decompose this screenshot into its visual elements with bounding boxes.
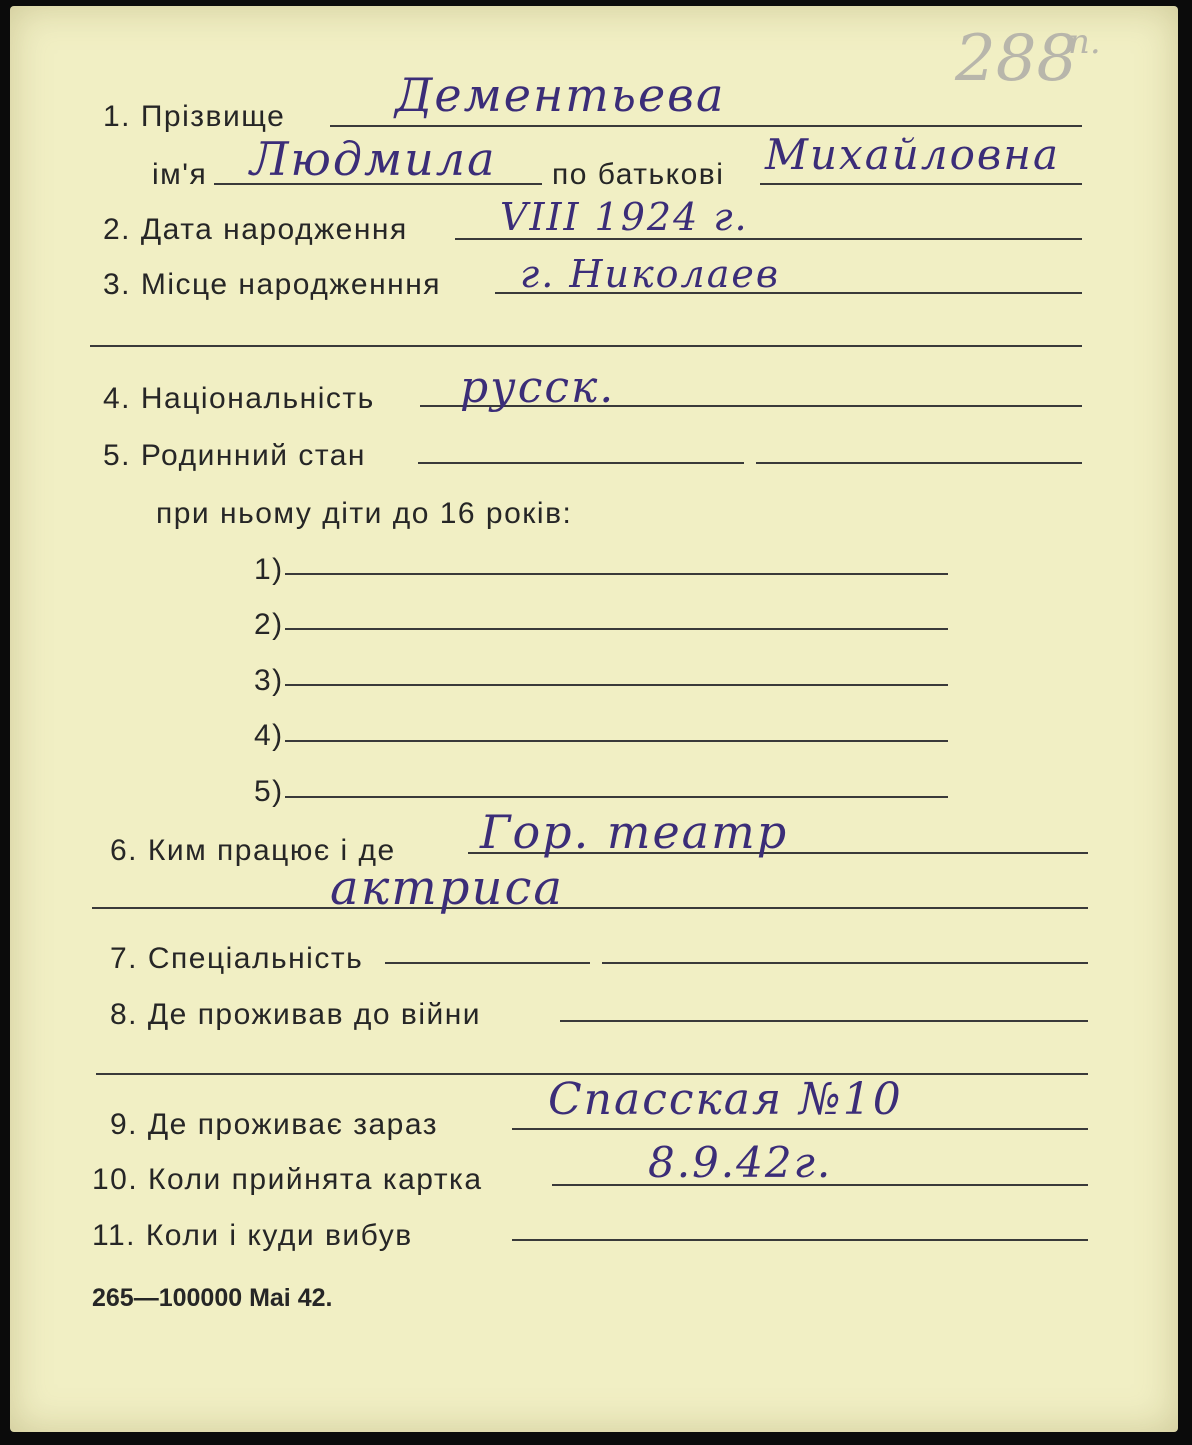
- child-number: 4): [254, 719, 284, 752]
- birth-date-label: 2. Дата народження: [103, 213, 408, 246]
- card-accepted-label: 10. Коли прийнята картка: [92, 1163, 483, 1196]
- surname-value: Дементьева: [395, 68, 726, 122]
- card-accepted-value: 8.9.42г.: [648, 1138, 833, 1187]
- child-number: 3): [254, 664, 284, 697]
- specialty-label: 7. Спеціальність: [110, 942, 364, 975]
- nationality-label: 4. Національність: [103, 382, 375, 415]
- child-number: 5): [254, 775, 284, 808]
- current-address-line: [512, 1128, 1088, 1130]
- pencil-note-suffix: п.: [1068, 22, 1101, 62]
- work-line-2: [92, 907, 1088, 909]
- surname-line: [330, 125, 1082, 127]
- child-line: [285, 796, 948, 798]
- nationality-value: русск.: [460, 362, 616, 413]
- child-number: 2): [254, 608, 284, 641]
- child-line: [285, 684, 948, 686]
- patronymic-value: Михайловна: [765, 130, 1061, 179]
- departed-label: 11. Коли і куди вибув: [92, 1219, 413, 1252]
- child-line: [285, 573, 948, 575]
- marital-line-a: [418, 462, 744, 464]
- prewar-label: 8. Де проживав до війни: [110, 998, 482, 1031]
- prewar-line: [560, 1020, 1088, 1022]
- patronymic-line: [760, 183, 1082, 185]
- child-number: 1): [254, 553, 284, 586]
- work-value-line1: Гор. театр: [480, 805, 789, 859]
- departed-line: [512, 1239, 1088, 1241]
- surname-label: 1. Прізвище: [103, 100, 286, 133]
- marital-line-b: [756, 462, 1082, 464]
- birth-place-line-2: [90, 345, 1082, 347]
- specialty-line-a: [385, 962, 590, 964]
- current-address-label: 9. Де проживає зараз: [110, 1108, 438, 1141]
- birth-date-value: VIII 1924 г.: [500, 195, 749, 239]
- specialty-line-b: [602, 962, 1088, 964]
- birth-place-value: г. Николаев: [520, 252, 781, 296]
- patronymic-label: по батькові: [552, 158, 725, 191]
- pencil-note: 288: [955, 22, 1078, 96]
- current-address-value: Спасская №10: [548, 1074, 903, 1125]
- print-code: 265—100000 Mai 42.: [92, 1284, 333, 1312]
- name-label: ім'я: [152, 158, 208, 191]
- name-value: Людмила: [250, 132, 497, 186]
- work-value-line2: актриса: [330, 860, 564, 916]
- child-line: [285, 628, 948, 630]
- birth-place-label: 3. Місце народженння: [103, 268, 442, 301]
- work-label: 6. Ким працює і де: [110, 834, 396, 867]
- child-line: [285, 740, 948, 742]
- children-label: при ньому діти до 16 років:: [156, 497, 573, 530]
- marital-label: 5. Родинний стан: [103, 439, 366, 472]
